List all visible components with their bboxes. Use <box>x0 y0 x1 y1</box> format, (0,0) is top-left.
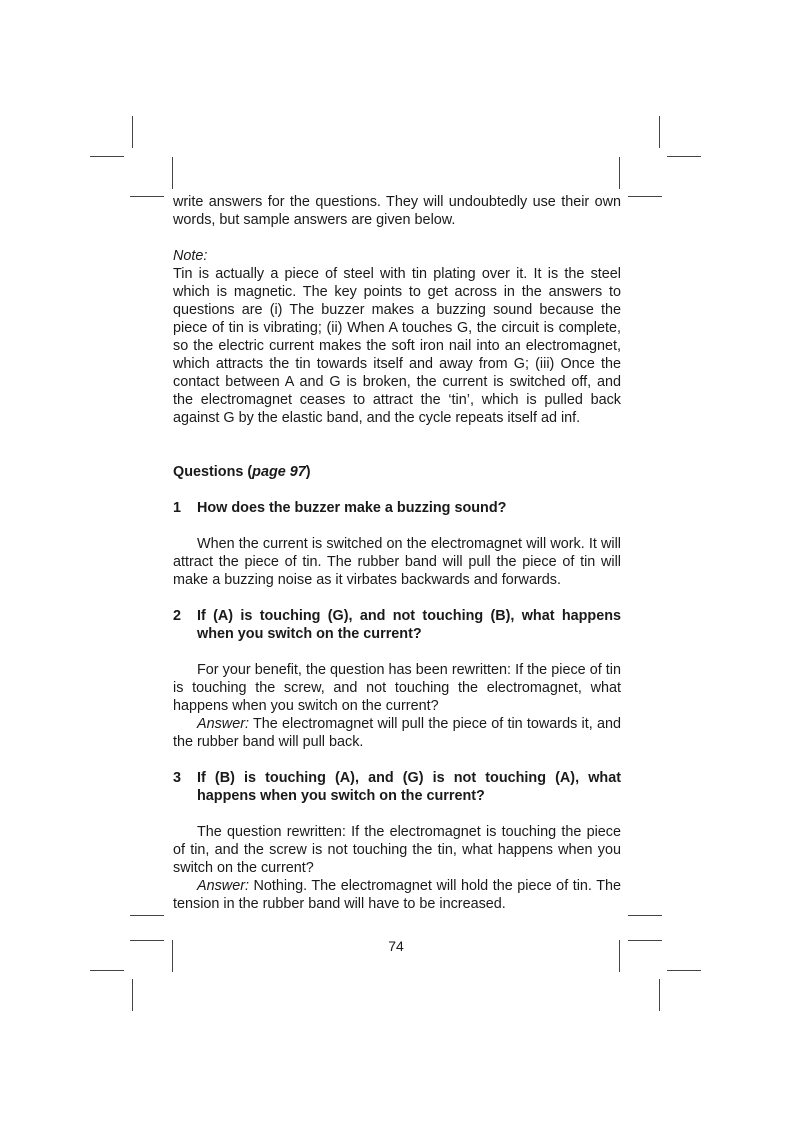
heading-prefix: Questions ( <box>173 464 253 480</box>
question-3 <box>173 769 621 805</box>
question-number: 1 <box>173 500 182 516</box>
answer-paragraph: When the current is switched on the electromagnet will work. It will attract the piece of tin. The rubber band will pull the piece of tin will make a buzzing noise as it virbates backwards and forwards. <box>173 536 621 588</box>
question-2 <box>173 607 621 643</box>
section-heading <box>173 463 621 481</box>
answer-label: Answer: <box>197 878 249 894</box>
crop-mark <box>90 156 124 157</box>
crop-mark <box>90 970 124 971</box>
crop-mark <box>628 196 662 197</box>
question-text: How does the buzzer make a buzzing sound? <box>197 500 507 516</box>
answer-paragraph <box>173 715 621 751</box>
question-number: 3 <box>173 770 182 786</box>
page-content <box>173 193 621 913</box>
crop-mark <box>659 979 660 1011</box>
rewrite-paragraph: For your benefit, the question has been rewritten: If the piece of tin is touching the screw, and not touching the electromagnet, what happens when you switch on the current? <box>173 662 621 714</box>
heading-suffix: ) <box>305 464 311 480</box>
crop-mark <box>659 116 660 148</box>
crop-mark <box>667 970 701 971</box>
crop-mark <box>172 157 173 189</box>
answer-paragraph <box>173 877 621 913</box>
intro-paragraph: write answers for the questions. They will undoubtedly use their own words, but sample answers are given below. <box>173 194 621 228</box>
crop-mark <box>628 915 662 916</box>
crop-mark <box>130 196 164 197</box>
crop-mark <box>667 156 701 157</box>
crop-mark <box>132 979 133 1011</box>
question-text: If (A) is touching (G), and not touching (B), what happens when you switch on the current? <box>197 608 621 642</box>
question-1 <box>173 499 621 517</box>
answer-text: The electromagnet will pull the piece of tin towards it, and the rubber band will pull back. <box>173 716 621 750</box>
question-number: 2 <box>173 608 182 624</box>
crop-mark <box>132 116 133 148</box>
answer-text: Nothing. The electromagnet will hold the piece of tin. The tension in the rubber band will have to be increased. <box>173 878 621 912</box>
question-text: If (B) is touching (A), and (G) is not touching (A), what happens when you switch on the current? <box>197 770 621 804</box>
note-label: Note: <box>173 248 208 264</box>
answer-label: Answer: <box>197 716 249 732</box>
heading-page-ref: page 97 <box>252 464 306 480</box>
note-paragraph: Tin is actually a piece of steel with tin plating over it. It is the steel which is magnetic. The key points to get across in the answers to questions are (i) The buzzer makes a buzzing sound because the piece of tin is vibrating; (ii) When A touches G, the circuit is complete, so the electric current makes the soft iron nail into an electromagnet, which attracts the tin towards itself and away from G; (iii) Once the contact between A and G is broken, the current is switched off, and the electromagnet ceases to attract the ‘tin’, which is pulled back against G by the elastic band, and the cycle repeats itself ad inf. <box>173 266 621 426</box>
page-number: 74 <box>388 938 404 954</box>
crop-mark <box>619 157 620 189</box>
rewrite-paragraph: The question rewritten: If the electromagnet is touching the piece of tin, and the screw is not touching the tin, what happens when you switch on the current? <box>173 824 621 876</box>
crop-mark <box>130 915 164 916</box>
